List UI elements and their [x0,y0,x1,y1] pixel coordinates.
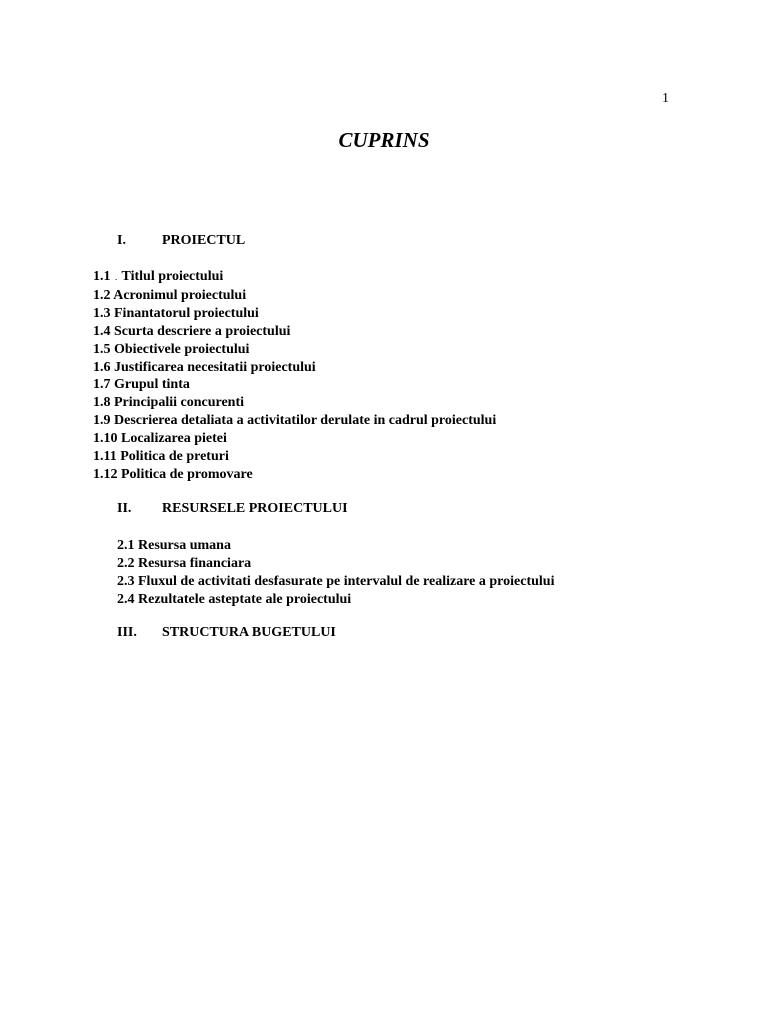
toc-item-text: Finantatorul proiectului [114,305,259,321]
toc-item-number: 2.1 [117,538,135,553]
toc-item [93,287,496,305]
toc-item-number: 1.6 [93,359,111,375]
toc-item [93,394,496,412]
toc-list-section-1 [93,268,496,484]
toc-item-number: 1.9 [93,413,111,429]
toc-item [93,341,496,359]
toc-item-text: Obiectivele proiectului [114,341,250,357]
section-numeral: III. [117,625,137,640]
section-title: STRUCTURA BUGETULUI [162,625,336,640]
toc-item-text: Fluxul de activitati desfasurate pe intervalul de realizare a proiectului [138,573,555,589]
toc-item-text: Acronimul proiectului [113,287,247,303]
section-numeral: I. [117,233,126,248]
toc-item-text: Principalii concurenti [114,395,245,411]
toc-item [117,537,554,555]
section-numeral: II. [117,501,132,516]
toc-item [93,376,496,394]
toc-item [93,412,496,430]
toc-item [117,555,554,573]
toc-item-text: Localizarea pietei [121,431,227,447]
document-title: CUPRINS [338,128,430,152]
toc-item-number: 1.5 [93,341,111,357]
toc-item [117,573,554,591]
toc-item-text: Resursa financiara [138,555,252,571]
page-number: 1 [662,91,669,106]
toc-item-number: 2.3 [117,573,135,589]
toc-item-number: 1.7 [93,377,111,393]
section-title: RESURSELE PROIECTULUI [162,501,348,516]
toc-item-number: 2.2 [117,555,135,571]
toc-item-text: Titlul proiectului [121,269,224,284]
toc-item-text: Rezultatele asteptate ale proiectului [138,591,352,607]
toc-item [93,323,496,341]
toc-item [93,359,496,377]
toc-item-number: 1.11 [93,449,117,465]
section-heading-proiectul [117,233,245,249]
toc-item-text: Justificarea necesitatii proiectului [114,359,316,375]
toc-item-text: Grupul tinta [114,377,190,393]
toc-item-number: 1.4 [93,323,111,339]
toc-item-text: Politica de promovare [121,466,253,482]
toc-item [93,466,496,484]
toc-item-number: 1.12 [93,466,118,482]
section-heading-resursele [117,501,348,517]
toc-item [117,591,554,609]
toc-item [93,305,496,323]
toc-item-number: 1.8 [93,395,111,411]
toc-list-section-2 [117,537,554,609]
toc-item [93,448,496,466]
toc-item [93,268,496,287]
toc-item-number: 2.4 [117,591,135,607]
toc-item-text: Resursa umana [138,538,231,553]
toc-item-text: Politica de preturi [120,449,229,465]
toc-item-number: 1.10 [93,431,118,447]
toc-item [93,430,496,448]
toc-item-number: 1.1 [93,269,111,284]
section-title: PROIECTUL [162,233,246,248]
section-heading-structura [117,625,336,641]
toc-item-separator: . [115,272,118,282]
toc-item-text: Descrierea detaliata a activitatilor derulate in cadrul proiectului [114,413,497,429]
toc-item-text: Scurta descriere a proiectului [114,323,291,339]
toc-item-number: 1.3 [93,305,111,321]
toc-item-number: 1.2 [93,287,111,303]
